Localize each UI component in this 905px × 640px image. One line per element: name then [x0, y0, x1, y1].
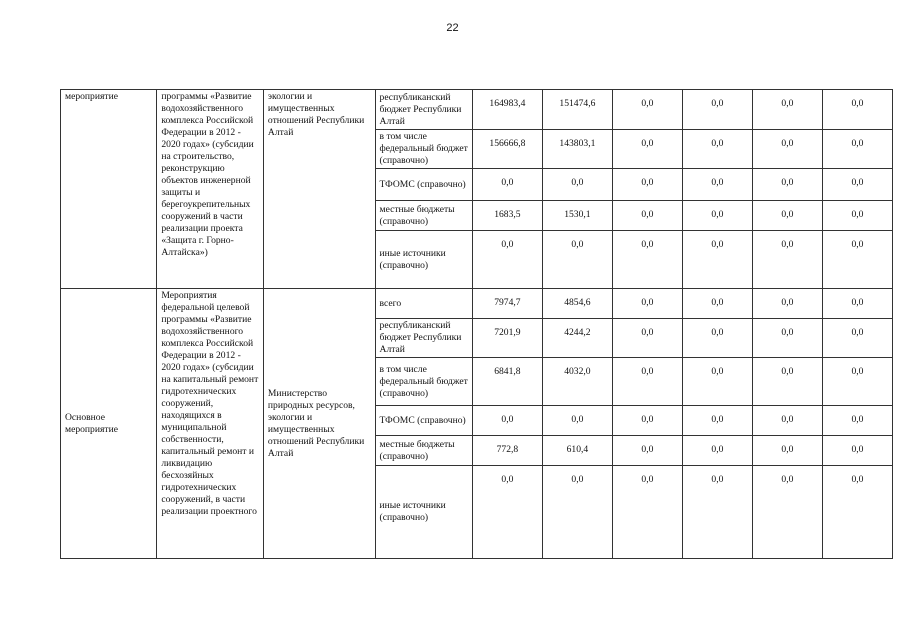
value-cell: 4854,6: [542, 289, 612, 319]
value-cell: 6841,8: [472, 358, 542, 406]
value-cell: 0,0: [472, 406, 542, 436]
funding-source-cell: республиканский бюджет Республики Алтай: [375, 90, 472, 130]
value-cell: 0,0: [752, 90, 822, 130]
value-cell: 0,0: [612, 231, 682, 289]
value-cell: 0,0: [822, 201, 892, 231]
value-cell: 0,0: [752, 231, 822, 289]
value-cell: 0,0: [682, 319, 752, 358]
value-cell: 0,0: [612, 406, 682, 436]
value-cell: 0,0: [822, 169, 892, 201]
value-cell: 0,0: [822, 436, 892, 466]
value-cell: 7201,9: [472, 319, 542, 358]
value-cell: 0,0: [542, 406, 612, 436]
value-cell: 0,0: [752, 358, 822, 406]
value-cell: 0,0: [472, 169, 542, 201]
value-cell: 0,0: [752, 289, 822, 319]
event-type-cell: мероприятие: [61, 90, 157, 289]
value-cell: 0,0: [822, 358, 892, 406]
value-cell: 0,0: [542, 231, 612, 289]
event-type-cell: Основное мероприятие: [61, 289, 157, 559]
value-cell: 1683,5: [472, 201, 542, 231]
value-cell: 156666,8: [472, 130, 542, 169]
responsible-executor-cell: Министерство природных ресурсов, экологии и имущественных отношений Республики Алтай: [263, 289, 375, 559]
funding-table: [60, 89, 893, 559]
value-cell: 0,0: [682, 406, 752, 436]
funding-source-cell: в том числе федеральный бюджет (справочно): [375, 358, 472, 406]
value-cell: 164983,4: [472, 90, 542, 130]
value-cell: 7974,7: [472, 289, 542, 319]
value-cell: 0,0: [752, 436, 822, 466]
funding-source-cell: в том числе федеральный бюджет (справочно): [375, 130, 472, 169]
value-cell: 0,0: [752, 130, 822, 169]
value-cell: 0,0: [682, 289, 752, 319]
value-cell: 0,0: [682, 201, 752, 231]
value-cell: 0,0: [822, 130, 892, 169]
value-cell: 0,0: [822, 319, 892, 358]
value-cell: 0,0: [612, 201, 682, 231]
value-cell: 143803,1: [542, 130, 612, 169]
value-cell: 0,0: [472, 466, 542, 559]
value-cell: 0,0: [682, 169, 752, 201]
value-cell: 0,0: [682, 90, 752, 130]
value-cell: 1530,1: [542, 201, 612, 231]
funding-source-cell: местные бюджеты (справочно): [375, 201, 472, 231]
value-cell: 0,0: [682, 436, 752, 466]
value-cell: 151474,6: [542, 90, 612, 130]
value-cell: 0,0: [612, 169, 682, 201]
value-cell: 610,4: [542, 436, 612, 466]
value-cell: 0,0: [752, 201, 822, 231]
funding-source-cell: иные источники (справочно): [375, 466, 472, 559]
value-cell: 0,0: [542, 169, 612, 201]
funding-source-cell: всего: [375, 289, 472, 319]
value-cell: 0,0: [612, 358, 682, 406]
page-number: 22: [446, 22, 459, 34]
value-cell: 0,0: [822, 289, 892, 319]
funding-source-cell: местные бюджеты (справочно): [375, 436, 472, 466]
value-cell: 4032,0: [542, 358, 612, 406]
value-cell: 0,0: [752, 466, 822, 559]
value-cell: 0,0: [612, 130, 682, 169]
responsible-executor-cell: экологии и имущественных отношений Республики Алтай: [263, 90, 375, 289]
value-cell: 0,0: [682, 358, 752, 406]
value-cell: 0,0: [612, 466, 682, 559]
value-cell: 0,0: [682, 130, 752, 169]
value-cell: 0,0: [472, 231, 542, 289]
funding-source-cell: иные источники (справочно): [375, 231, 472, 289]
table-row: [61, 289, 893, 319]
value-cell: 0,0: [752, 319, 822, 358]
funding-source-cell: ТФОМС (справочно): [375, 406, 472, 436]
funding-source-cell: республиканский бюджет Республики Алтай: [375, 319, 472, 358]
value-cell: 0,0: [612, 319, 682, 358]
value-cell: 0,0: [822, 406, 892, 436]
value-cell: 0,0: [612, 289, 682, 319]
value-cell: 0,0: [752, 169, 822, 201]
value-cell: 0,0: [612, 90, 682, 130]
value-cell: 0,0: [822, 466, 892, 559]
value-cell: 0,0: [682, 466, 752, 559]
value-cell: 0,0: [682, 231, 752, 289]
value-cell: 0,0: [822, 231, 892, 289]
event-description-2: Мероприятия федеральной целевой программы «Развитие водохозяйственного комплекса Российской Федерации в 2012 - 2020 годах» (субсидии на капитальный ремонт гидротехнических сооружений, находящихся в муниципальной собственности, капитальный ремонт и ликвидацию бесхозяйных гидротехнических сооружений, в части реализации проектного: [157, 289, 264, 559]
table-row: [61, 90, 893, 130]
value-cell: 0,0: [822, 90, 892, 130]
value-cell: 0,0: [612, 436, 682, 466]
value-cell: 0,0: [752, 406, 822, 436]
event-description-1: программы «Развитие водохозяйственного комплекса Российской Федерации в 2012 - 2020 годах» (субсидии на строительство, реконструкцию объектов инженерной защиты и берегоукрепительных сооружений в части реализации проекта «Защита г. Горно-Алтайска»): [157, 90, 264, 289]
value-cell: 4244,2: [542, 319, 612, 358]
value-cell: 772,8: [472, 436, 542, 466]
value-cell: 0,0: [542, 466, 612, 559]
funding-source-cell: ТФОМС (справочно): [375, 169, 472, 201]
